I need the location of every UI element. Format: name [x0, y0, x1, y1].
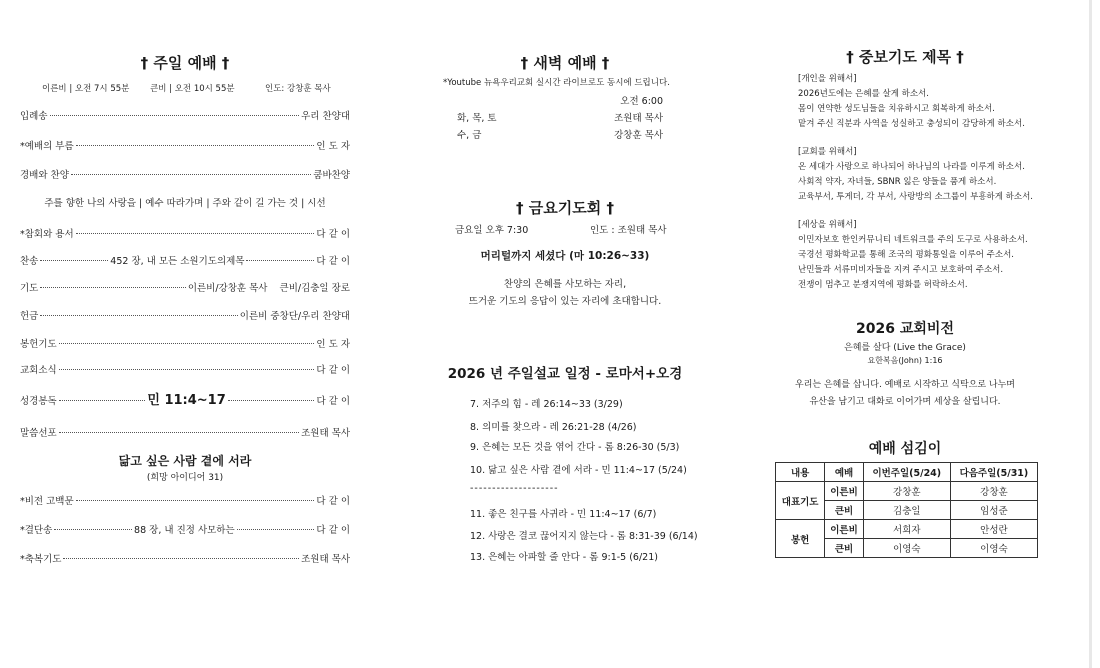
- prayer-line: 2026년도에는 은혜를 살게 하소서.: [798, 89, 929, 99]
- table-cell: 이영숙: [950, 539, 1037, 558]
- order-value: 우리 찬양대: [301, 111, 350, 122]
- order-row: [20, 362, 350, 376]
- order-value: 다 같 이: [316, 256, 350, 267]
- order-label: *참회와 용서: [20, 229, 74, 240]
- vision-text: 유산을 남기고 대화로 이어가며 세상을 살립니다.: [809, 397, 1001, 407]
- order-value: 다 같 이: [316, 229, 350, 240]
- table-cell: 안성란: [950, 520, 1037, 539]
- table-group: 봉헌: [776, 520, 825, 558]
- column-weekday-services: [425, 0, 705, 668]
- order-label: 교회소식: [20, 365, 57, 376]
- order-row: [20, 551, 350, 565]
- prayer-line: 사회적 약자, 자녀들, SBNR 잃은 양들을 품게 하소서.: [798, 177, 997, 187]
- table-cell: 임성준: [950, 501, 1037, 520]
- table-header: 다음주일(5/31): [950, 463, 1037, 482]
- order-label: 입례송: [20, 111, 48, 122]
- schedule-item: 7. 저주의 힘 - 레 26:14~33 (3/29): [470, 399, 623, 410]
- order-row: [20, 522, 350, 536]
- order-label: 말씀선포: [20, 428, 57, 439]
- order-row: [20, 280, 350, 294]
- schedule-divider: --------------------: [470, 483, 559, 494]
- closing-hymn: 88 장, 내 진정 사모하는: [134, 525, 235, 536]
- table-cell: 이른비: [825, 520, 863, 539]
- sermon-subtitle: (희망 아이디어 31): [146, 473, 224, 483]
- table-cell: 이영숙: [863, 539, 950, 558]
- order-label: 경배와 찬양: [20, 170, 69, 181]
- order-row: [20, 108, 350, 122]
- order-value: 다 같 이: [316, 525, 350, 536]
- order-row: [20, 336, 350, 350]
- sermon-title: 닮고 싶은 사람 곁에 서라: [118, 454, 252, 468]
- order-value: 인 도 자: [316, 339, 350, 350]
- table-group: 대표기도: [776, 482, 825, 520]
- table-cell: 강창훈: [863, 482, 950, 501]
- prayer-line: 이민자보호 한인커뮤니티 네트워크를 주의 도구로 사용하소서.: [798, 235, 1028, 245]
- table-header: 예배: [825, 463, 863, 482]
- first-service-time: 이른비 | 오전 7시 55분: [42, 84, 130, 94]
- servants-table: [775, 462, 1038, 558]
- schedule-item: 9. 은혜는 모든 것을 엮어 간다 - 롬 8:26-30 (5/3): [470, 442, 680, 453]
- youtube-notice: *Youtube 뉴욕우리교회 실시간 라이브로도 동시에 드립니다.: [443, 78, 670, 88]
- dawn-days: 화, 목, 토: [457, 113, 497, 124]
- table-header: 이번주일(5/24): [863, 463, 950, 482]
- order-label: 기도: [20, 283, 39, 294]
- vision-subtitle: 은혜를 살다 (Live the Grace): [844, 343, 966, 353]
- order-row: [20, 308, 350, 322]
- order-label: 헌금: [20, 311, 39, 322]
- order-value: 다 같 이: [316, 396, 351, 407]
- table-cell: 이른비: [825, 482, 863, 501]
- order-row: [20, 253, 350, 267]
- table-cell: 큰비: [825, 501, 863, 520]
- table-cell: 서희자: [863, 520, 950, 539]
- friday-prayer-title: † 금요기도회 †: [516, 199, 614, 217]
- prayer-group-head: [교회를 위해서]: [798, 147, 857, 157]
- intercessory-prayer-title: † 중보기도 제목 †: [846, 48, 964, 66]
- order-value: 조원태 목사: [301, 428, 350, 439]
- order-label: *축복기도: [20, 554, 62, 565]
- friday-time: 금요일 오후 7:30: [455, 225, 529, 236]
- schedule-item: 12. 사랑은 결코 끊어지지 않는다 - 롬 8:31-39 (6/14): [470, 531, 698, 542]
- prayer-line: 전쟁이 멈추고 분쟁지역에 평화를 허락하소서.: [798, 280, 968, 290]
- prayer-line: 몸이 연약한 성도님들을 치유하시고 회복하게 하소서.: [798, 104, 995, 114]
- order-row: [20, 425, 350, 439]
- order-value: 이른비 중창단/우리 찬양대: [239, 311, 350, 322]
- schedule-item: 13. 은혜는 아파할 줄 안다 - 롬 9:1-5 (6/21): [470, 552, 658, 563]
- schedule-item: 8. 의미를 찾으라 - 레 26:21-28 (4/26): [470, 422, 637, 433]
- prayer-line: 국경선 평화학교를 통해 조국의 평화통일을 이루어 주소서.: [798, 250, 1014, 260]
- church-vision-title: 2026 교회비전: [856, 321, 954, 337]
- order-label: *결단송: [20, 525, 53, 536]
- dawn-time: 오전 6:00: [620, 96, 663, 107]
- table-header: 내용: [776, 463, 825, 482]
- second-service-time: 큰비 | 오전 10시 55분: [150, 84, 235, 94]
- prayer-line: 온 세대가 사랑으로 하나되어 하나님의 나라를 이루게 하소서.: [798, 162, 1025, 172]
- friday-verse: 머리털까지 세셨다 (마 10:26~33): [480, 250, 650, 262]
- page-edge-shadow: [1089, 0, 1092, 668]
- hymn-title: 452 장, 내 모든 소원기도의제목: [110, 256, 245, 267]
- order-value: 조원태 목사: [301, 554, 350, 565]
- vision-reference: 요한복음(John) 1:16: [867, 356, 943, 365]
- table-cell: 강창훈: [950, 482, 1037, 501]
- order-label: 봉헌기도: [20, 339, 57, 350]
- order-row: [20, 389, 350, 408]
- order-row: [20, 226, 350, 240]
- prayer-line: 교육부서, 투게더, 각 부서, 사랑방의 소그룹이 부흥하게 하소서.: [798, 192, 1033, 202]
- table-row: [776, 482, 1038, 501]
- sunday-worship-title: † 주일 예배 †: [140, 54, 230, 72]
- table-header-row: [776, 463, 1038, 482]
- friday-desc: 뜨거운 기도의 응답이 있는 자리에 초대합니다.: [468, 296, 662, 307]
- prayer-line: 난민들과 서류미비자들을 지켜 주시고 보호하여 주소서.: [798, 265, 1004, 275]
- order-row: [20, 138, 350, 152]
- column-sunday-worship: [20, 0, 350, 668]
- prayer-group-head: [개인을 위해서]: [798, 74, 857, 84]
- order-label: *예배의 부름: [20, 141, 74, 152]
- order-value: 다 같 이: [316, 496, 350, 507]
- prayer-line: 맡겨 주신 직분과 사역을 성실하고 충성되이 감당하게 하소서.: [798, 119, 1025, 129]
- column-prayer-vision: [770, 0, 1040, 668]
- order-row: [20, 167, 350, 181]
- schedule-item: 10. 닮고 싶은 사람 곁에 서라 - 민 11:4~17 (5/24): [470, 465, 687, 476]
- order-value: 인 도 자: [316, 141, 350, 152]
- table-row: [776, 520, 1038, 539]
- table-cell: 김충일: [863, 501, 950, 520]
- dawn-days: 수, 금: [457, 130, 482, 141]
- praise-songs: 주를 향한 나의 사랑을 | 예수 따라가며 | 주와 같이 길 가는 것 | 시선: [44, 198, 326, 209]
- order-label: 찬송: [20, 256, 39, 267]
- schedule-item: 11. 좋은 친구를 사귀라 - 민 11:4~17 (6/7): [470, 509, 657, 520]
- sermon-schedule-title: 2026 년 주일설교 일정 - 로마서+오경: [447, 366, 683, 382]
- order-label: *비전 고백문: [20, 496, 74, 507]
- vision-text: 우리는 은혜를 삽니다. 예배로 시작하고 식탁으로 나누며: [795, 380, 1015, 390]
- friday-leader: 인도 : 조원태 목사: [590, 225, 667, 236]
- dawn-worship-title: † 새벽 예배 †: [520, 54, 610, 72]
- order-value: 쿰바찬양: [313, 170, 350, 181]
- service-leader: 인도: 강창훈 목사: [265, 84, 331, 94]
- order-row: [20, 493, 350, 507]
- dawn-leader: 강창훈 목사: [614, 130, 663, 141]
- order-value: 다 같 이: [316, 365, 350, 376]
- dawn-leader: 조원태 목사: [614, 113, 663, 124]
- order-value: 이른비/강창훈 목사 큰비/김충일 장로: [187, 283, 350, 294]
- friday-desc: 찬양의 은혜를 사모하는 자리,: [503, 279, 627, 290]
- scripture-reading: 민 11:4~17: [147, 393, 226, 408]
- prayer-group-head: [세상을 위해서]: [798, 220, 857, 230]
- order-label: 성경봉독: [20, 396, 57, 407]
- worship-servants-title: 예배 섬김이: [868, 441, 942, 457]
- table-cell: 큰비: [825, 539, 863, 558]
